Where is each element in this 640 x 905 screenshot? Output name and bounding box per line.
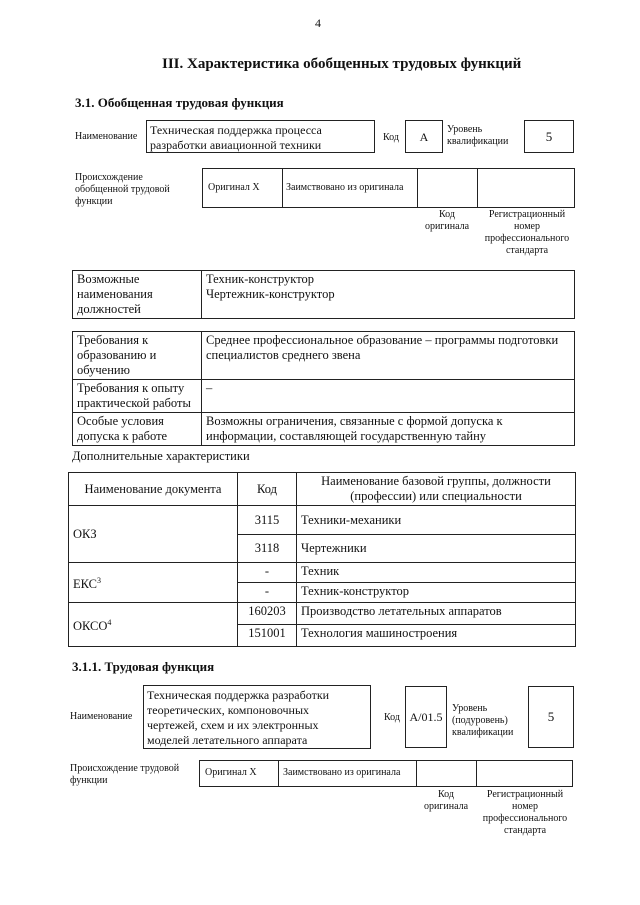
- name-cell: Техник-конструктор: [297, 583, 576, 603]
- tf-code-caption: [416, 789, 476, 813]
- tf-code-box: [405, 686, 447, 748]
- code-cell: -: [238, 563, 297, 583]
- code-cell: 3115: [238, 506, 297, 535]
- name-cell: Производство летательных аппаратов: [297, 603, 576, 625]
- name-cell: Технология машиностроения: [297, 625, 576, 647]
- req-education-label-1: Требования к: [77, 333, 149, 347]
- additional-table: [68, 472, 576, 647]
- tf-level-label-2: (подуровень): [452, 715, 508, 726]
- okso-cell: [69, 603, 238, 647]
- eks-footnote: 3: [97, 575, 101, 585]
- positions-label-cell: [73, 271, 202, 319]
- positions-label-2: наименования: [77, 287, 153, 301]
- eks-label: ЕКС: [73, 577, 97, 592]
- gtf-reg-caption-1: Регистрационный: [488, 209, 566, 220]
- gtf-reg-caption: [478, 209, 576, 257]
- gtf-origin-label-1: Происхождение: [75, 172, 143, 183]
- req-conditions-value-2: информации, составляющей государственную тайну: [206, 429, 487, 443]
- section-title: III. Характеристика обобщенных трудовых функций: [162, 56, 522, 72]
- table-row: [69, 603, 576, 625]
- tf-reg-caption: [476, 789, 574, 837]
- requirement-row: [73, 380, 575, 413]
- tf-code-label: Код: [384, 712, 400, 723]
- eks-cell: [69, 563, 238, 603]
- gtf-level-label-1: Уровень: [447, 124, 483, 135]
- req-conditions-label-1: Особые условия: [77, 414, 164, 428]
- additional-header-row: [69, 473, 576, 506]
- gtf-reg-caption-4: стандарта: [505, 245, 549, 256]
- requirement-row: [73, 332, 575, 380]
- positions-label-1: Возможные: [77, 272, 140, 286]
- tf-name-box: [143, 685, 371, 749]
- gtf-name-label: Наименование: [75, 131, 138, 142]
- table-row: [69, 563, 576, 583]
- tf-reg-caption-3: профессионального: [482, 813, 568, 824]
- gtf-name-box: [146, 120, 375, 153]
- gtf-code-caption: [418, 209, 476, 233]
- gtf-name-value-2: разработки авиационной техники: [150, 138, 322, 152]
- name-cell: Техник: [297, 563, 576, 583]
- name-cell: Чертежники: [297, 535, 576, 563]
- positions-label-3: должностей: [77, 302, 141, 316]
- req-experience-label-2: практической работы: [77, 396, 191, 410]
- code-cell: 151001: [238, 625, 297, 647]
- gtf-level-label-2: квалификации: [447, 136, 509, 147]
- code-cell: 160203: [238, 603, 297, 625]
- tf-name-label: Наименование: [70, 711, 133, 722]
- tf-name-value-1: Техническая поддержка разработки: [147, 688, 330, 702]
- code-cell: 3118: [238, 535, 297, 563]
- tf-level-label-1: Уровень: [452, 703, 488, 714]
- tf-reg-caption-1: Регистрационный: [486, 789, 564, 800]
- tf-reg-caption-2: номер: [512, 801, 538, 812]
- gtf-heading: 3.1. Обобщенная трудовая функция: [75, 95, 284, 110]
- okso-label: ОКСО: [73, 619, 108, 634]
- tf-origin-table: [199, 760, 573, 787]
- col-doc-header: Наименование документа: [69, 473, 238, 506]
- tf-reg-caption-4: стандарта: [503, 825, 547, 836]
- requirement-row: [73, 413, 575, 446]
- req-conditions-value-1: Возможны ограничения, связанные с формой допуска к: [206, 414, 503, 428]
- req-education-value-2: специалистов среднего звена: [206, 348, 361, 362]
- tf-code-caption-2: оригинала: [423, 801, 469, 812]
- gtf-code-box: [405, 120, 443, 153]
- req-experience-value: –: [206, 381, 213, 395]
- gtf-original-cell: Оригинал X: [208, 182, 260, 193]
- tf-origin-label-2: функции: [70, 775, 108, 786]
- gtf-borrowed-cell: Заимствовано из оригинала: [286, 182, 404, 193]
- positions-value-cell: [202, 271, 575, 319]
- tf-code-value: A/01.5: [409, 710, 443, 724]
- additional-heading: Дополнительные характеристики: [72, 449, 250, 463]
- gtf-code-value: A: [419, 130, 429, 144]
- positions-value-1: Техник-конструктор: [206, 272, 314, 286]
- gtf-reg-caption-3: профессионального: [484, 233, 570, 244]
- tf-heading: 3.1.1. Трудовая функция: [72, 659, 215, 674]
- req-education-label-3: обучению: [77, 363, 130, 377]
- tf-level-value: 5: [547, 709, 555, 724]
- okso-footnote: 4: [107, 617, 112, 627]
- tf-name-value-3: чертежей, схем и их электронных: [147, 718, 319, 732]
- col-name-header-1: Наименование базовой группы, должности: [321, 474, 551, 488]
- okz-cell: ОКЗ: [69, 506, 238, 563]
- gtf-name-value-1: Техническая поддержка процесса: [150, 123, 322, 137]
- tf-level-label-3: квалификации: [452, 727, 514, 738]
- gtf-level-box: [524, 120, 574, 153]
- gtf-origin-table: [202, 168, 575, 208]
- col-code-header: Код: [238, 473, 297, 506]
- col-name-header-2: (профессии) или специальности: [350, 489, 522, 503]
- req-education-label-2: образованию и: [77, 348, 157, 362]
- tf-original-cell: Оригинал X: [205, 767, 257, 778]
- col-name-header: [297, 473, 576, 506]
- tf-origin-label-1: Происхождение трудовой: [70, 763, 180, 774]
- gtf-reg-caption-2: номер: [514, 221, 540, 232]
- gtf-code-caption-1: Код: [439, 209, 455, 220]
- name-cell: Техники-механики: [297, 506, 576, 535]
- tf-name-value-4: моделей летательного аппарата: [147, 733, 308, 747]
- positions-value-2: Чертежник-конструктор: [206, 287, 335, 301]
- gtf-origin-label-2: обобщенной трудовой: [75, 184, 170, 195]
- gtf-origin-label-3: функции: [75, 196, 113, 207]
- req-conditions-label-2: допуска к работе: [77, 429, 168, 443]
- req-education-value-1: Среднее профессиональное образование – программы подготовки: [206, 333, 559, 347]
- gtf-code-caption-2: оригинала: [424, 221, 470, 232]
- requirements-table: [72, 331, 575, 446]
- table-row: [69, 506, 576, 535]
- gtf-code-label: Код: [383, 132, 399, 143]
- tf-code-caption-1: Код: [438, 789, 454, 800]
- tf-name-value-2: теоретических, компоновочных: [147, 703, 310, 717]
- code-cell: -: [238, 583, 297, 603]
- tf-level-box: [528, 686, 574, 748]
- req-experience-label-1: Требования к опыту: [77, 381, 185, 395]
- tf-borrowed-cell: Заимствовано из оригинала: [283, 767, 401, 778]
- page-number: 4: [315, 16, 321, 30]
- positions-table: [72, 270, 575, 319]
- gtf-level-value: 5: [545, 129, 553, 144]
